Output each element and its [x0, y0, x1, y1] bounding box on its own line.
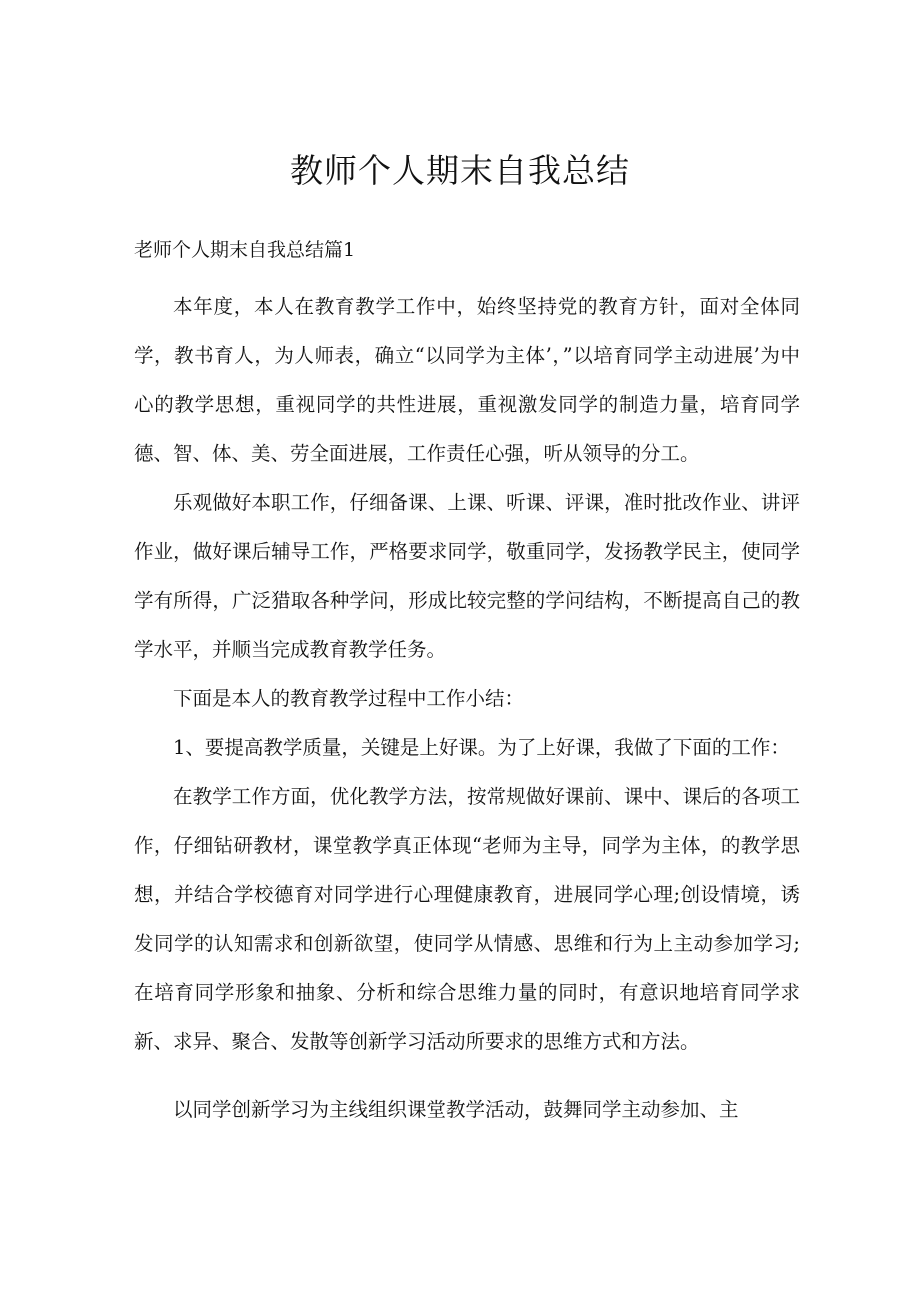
section-heading: 老师个人期末自我总结篇1: [134, 239, 356, 261]
document-body: [134, 282, 800, 1134]
paragraph: 以同学创新学习为主线组织课堂教学活动，鼓舞同学主动参加、主: [173, 1098, 739, 1121]
paragraph: 下面是本人的教育教学过程中工作小结：: [173, 687, 525, 710]
paragraph: 本年度，本人在教育教学工作中，始终坚持党的教育方针，面对全体同学，教书育人，为人师表，确立“以同学为主体’，”以培育同学主动进展’为中心的教学思想，重视同学的共性进展，重视激发同学的制造力量，培育同学德、智、体、美、劳全面进展，工作责任心强，听从领导的分工。: [134, 295, 800, 465]
paragraph: 乐观做好本职工作，仔细备课、上课、听课、评课，准时批改作业、讲评作业，做好课后辅导工作，严格要求同学，敬重同学，发扬教学民主，使同学学有所得，广泛猎取各种学问，形成比较完整的学问结构，不断提高自己的教学水平，并顺当完成教育教学任务。: [134, 491, 800, 661]
paragraph: 1、要提高教学质量，关键是上好课。为了上好课，我做了下面的工作：: [173, 736, 790, 759]
document-title: 教师个人期末自我总结: [290, 151, 630, 190]
paragraph: 在教学工作方面，优化教学方法，按常规做好课前、课中、课后的各项工作，仔细钻研教材，课堂教学真正体现“老师为主导，同学为主体，的教学思想，并结合学校德育对同学进行心理健康教育，进展同学心理;创设情境，诱发同学的认知需求和创新欲望，使同学从情感、思维和行为上主动参加学习;在培育同学形象和抽象、分析和综合思维力量的同时，有意识地培育同学求新、求异、聚合、发散等创新学习活动所要求的思维方式和方法。: [134, 785, 800, 1053]
